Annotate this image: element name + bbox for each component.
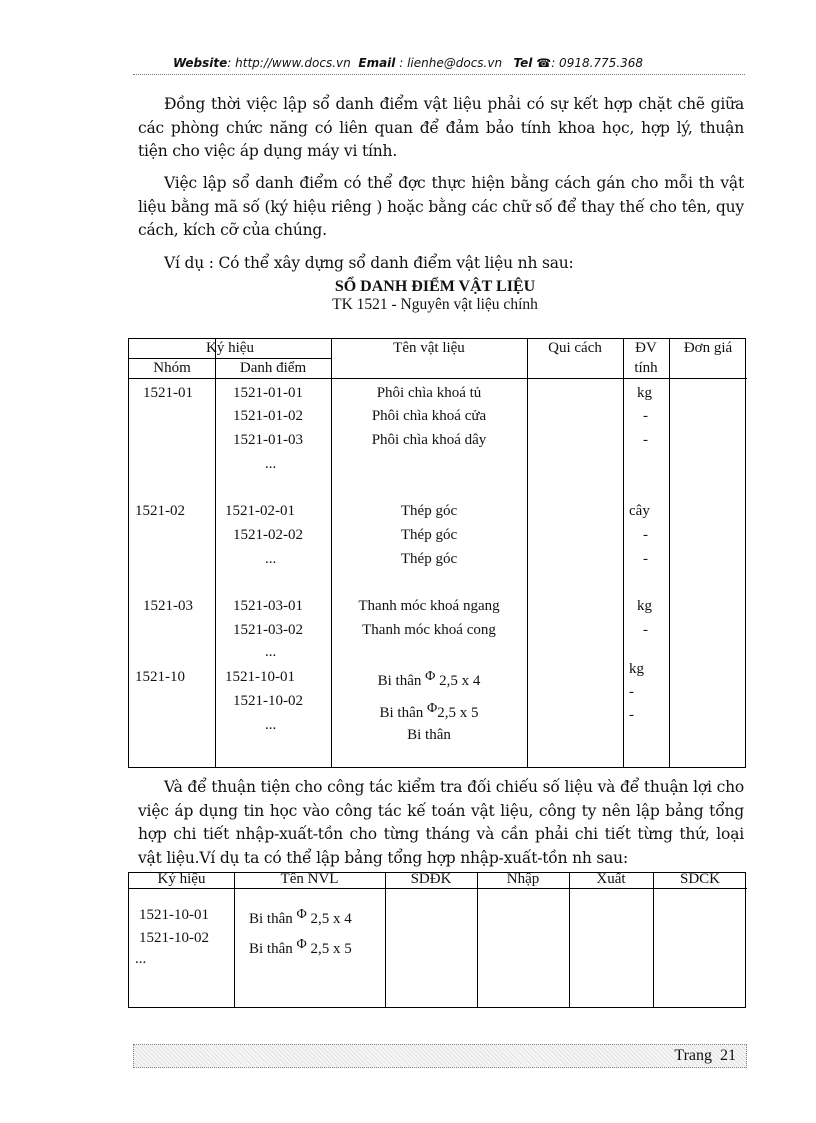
row-2-ten: Phôi chìa khoá cửa [371, 408, 487, 424]
website-value: : http://www.docs.vn [227, 56, 351, 70]
row-12-dv: - [629, 684, 634, 700]
summary-name-2-suffix: 2,5 x 5 [310, 941, 352, 957]
row-13-danh-diem: ... [265, 717, 277, 733]
paragraph-3-text: Ví dụ : Có thể xây dựng sổ danh điểm vật liệu nh sau: [164, 254, 574, 272]
row-11-ten-prefix: Bi thân [377, 673, 422, 689]
summary-header-xuat: Xuất [596, 871, 626, 887]
header-ten-vat-lieu: Tên vật liệu [393, 340, 465, 356]
phi-symbol: Φ [296, 907, 307, 922]
paragraph-4 [138, 776, 744, 870]
paragraph-3 [138, 252, 744, 276]
phi-symbol: Φ [427, 701, 438, 716]
summary-name-1 [249, 907, 352, 928]
email-value: : lienhe@docs.vn [399, 56, 503, 70]
row-7-ten: Thép góc [400, 551, 458, 567]
row-12-ten-prefix: Bi thân [379, 705, 424, 721]
summary-code-1: 1521-10-01 [139, 907, 209, 923]
register-table [128, 338, 746, 768]
row-9-dv: - [643, 622, 648, 638]
row-5-dv: cây [629, 503, 650, 519]
row-2-dv: - [643, 408, 648, 424]
row-12-ten [331, 701, 527, 722]
row-7-danh-diem: ... [265, 551, 277, 567]
summary-header-sdck: SDCK [679, 871, 720, 887]
register-subtitle: TK 1521 - Nguyên vật liệu chính [332, 296, 538, 313]
row-4-danh-diem: ... [265, 456, 277, 472]
row-3-danh-diem: 1521-01-03 [233, 432, 303, 448]
page-label: Trang [674, 1047, 712, 1064]
header-don-gia: Đơn giá [683, 340, 733, 356]
paragraph-1 [138, 93, 744, 164]
phi-symbol: Φ [296, 937, 307, 952]
summary-code-2: 1521-10-02 [139, 930, 209, 946]
header-qui-cach: Qui cách [548, 340, 602, 356]
page-footer [133, 1044, 747, 1068]
row-13-ten: Bi thân [407, 727, 451, 743]
row-5-danh-diem: 1521-02-01 [225, 503, 295, 519]
email-label: Email [358, 56, 396, 70]
row-9-ten: Thanh móc khoá cong [362, 622, 496, 638]
row-8-danh-diem: 1521-03-01 [233, 598, 303, 614]
paragraph-1-text: Đồng thời việc lập sổ danh điểm vật liệu phải có sự kết hợp chặt chẽ giữa các phòng chức năng có liên quan để đảm bảo tính khoa học, hợp lý, thuận tiện cho việc áp dụng máy vi tính. [138, 95, 744, 160]
row-8-dv: kg [637, 598, 652, 614]
phi-symbol: Φ [425, 669, 436, 684]
row-11-dv: kg [629, 661, 644, 677]
row-11-ten [331, 669, 527, 690]
summary-header-ten-nvl: Tên NVL [280, 871, 339, 887]
header-dv-line1: ĐV [635, 340, 657, 356]
register-title: SỔ DANH ĐIỂM VẬT LIỆU [334, 278, 536, 295]
website-label: Website [172, 56, 228, 70]
page-number-label [674, 1047, 736, 1065]
header-ky-hieu: Ký hiệu [206, 340, 254, 356]
row-10-danh-diem: ... [265, 644, 277, 660]
row-6-dv: - [643, 527, 648, 543]
tel-value: : 0918.775.368 [551, 56, 644, 70]
summary-header-nhap: Nhập [506, 871, 540, 887]
paragraph-4-text: Và để thuận tiện cho công tác kiểm tra đối chiếu số liệu và để thuận lợi cho việc áp dụng tin học vào công tác kế toán vật liệu, công ty nên lập bảng tổng hợp chi tiết nhập-xuất-tồn cho từng tháng và cần phải chi tiết từng thứ, loại vật liệu.Ví dụ ta có thể lập bảng tổng hợp nhập-xuất-tồn nh sau: [138, 778, 744, 867]
summary-table [128, 872, 746, 1008]
row-3-dv: - [643, 432, 648, 448]
row-1-dv: kg [637, 385, 652, 401]
telephone-icon: ☎ [536, 56, 552, 70]
row-8-ten: Thanh móc khoá ngang [358, 598, 500, 614]
row-6-ten: Thép góc [400, 527, 458, 543]
row-12-danh-diem: 1521-10-02 [233, 693, 303, 709]
tel-label: Tel [513, 56, 533, 70]
summary-name-2 [249, 937, 352, 958]
summary-name-2-prefix: Bi thân [249, 941, 293, 957]
summary-header-sddk: SDĐK [410, 871, 452, 887]
header-danh-diem: Danh điểm [239, 360, 307, 376]
page-header [0, 56, 816, 70]
paragraph-2-text: Việc lập sổ danh điểm có thể đợc thực hiện bằng cách gán cho mỗi th vật liệu bằng mã số (ký hiệu riêng ) hoặc bằng các chữ số để thay thế cho tên, quy cách, kích cỡ của chúng. [138, 174, 744, 239]
header-divider [133, 74, 745, 75]
summary-name-1-suffix: 2,5 x 4 [310, 911, 352, 927]
row-7-dv: - [643, 551, 648, 567]
row-13-dv: - [629, 707, 634, 723]
paragraph-2 [138, 172, 744, 243]
header-nhom: Nhóm [153, 360, 191, 376]
row-1-nhom: 1521-01 [143, 385, 193, 401]
row-12-ten-suffix: 2,5 x 5 [437, 705, 479, 721]
row-8-nhom: 1521-03 [143, 598, 193, 614]
row-3-ten: Phôi chìa khoá dây [371, 432, 487, 448]
summary-name-1-prefix: Bi thân [249, 911, 293, 927]
header-dv-line2: tính [634, 360, 658, 376]
summary-header-ky-hieu: Ký hiệu [157, 871, 206, 887]
summary-code-3: ... [135, 951, 147, 967]
row-1-danh-diem: 1521-01-01 [233, 385, 303, 401]
row-11-ten-suffix: 2,5 x 4 [439, 673, 481, 689]
row-11-danh-diem: 1521-10-01 [225, 669, 295, 685]
row-2-danh-diem: 1521-01-02 [233, 408, 303, 424]
row-1-ten: Phôi chìa khoá tủ [376, 385, 482, 401]
row-6-danh-diem: 1521-02-02 [233, 527, 303, 543]
row-11-nhom: 1521-10 [135, 669, 185, 685]
row-5-ten: Thép góc [400, 503, 458, 519]
page-number: 21 [720, 1047, 736, 1064]
row-5-nhom: 1521-02 [135, 503, 185, 519]
row-9-danh-diem: 1521-03-02 [233, 622, 303, 638]
